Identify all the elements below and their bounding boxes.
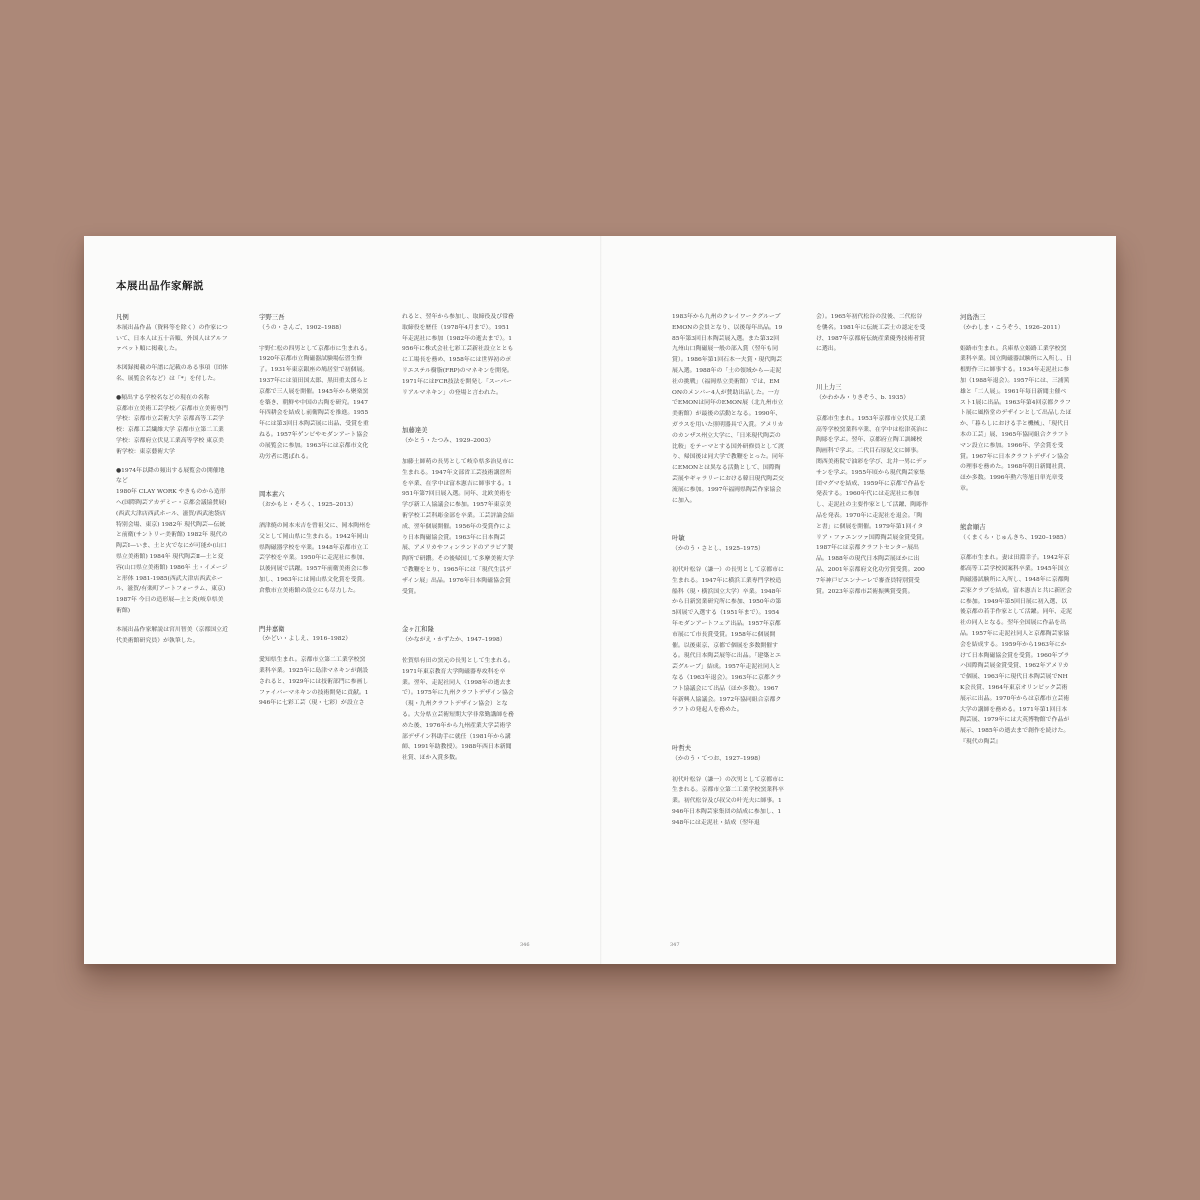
artist-reading: （かわしま・こうぞう、1926–2011） bbox=[960, 324, 1064, 331]
column-entry bbox=[672, 312, 784, 506]
artist-entry bbox=[672, 743, 784, 829]
body-paragraph: 京都市立美術工芸学校／京都市立美術専門学校：京都市立芸術大学 京都高等工芸学校：京都工芸繊維大学 京都市立第二工業学校：京都府立伏見工業高等学校 東京美術学校：東京藝術大学 bbox=[116, 405, 228, 455]
artist-reading: （かのう・さとし、1925–1975） bbox=[672, 546, 764, 553]
text-column-6 bbox=[960, 312, 1072, 952]
body-paragraph: 加藤土師萌の長男として岐阜県多治見市に生まれる。1947年文部省工芸技術講習所を卒業、在学中は富本憲吉に師事する。1951年第7回日展入選。同年、北欧美術を学び新工人協議会に参加。1957年東京美術学校工芸科彫金部を卒業。工芸評論会結成、翌年個展開催。1956年の受賞作により日本陶磁協会賞。1963年に日本陶芸展、アメリカやフィンランドのアラビア製陶所で研鑽。その後帰国して多摩美術大学で教鞭をとり、1965年には「現代生活デザイン展」出品。1976年日本陶磁協会賞受賞。 bbox=[402, 458, 514, 595]
artist-name: 叶哲夫 bbox=[672, 744, 692, 753]
bullet-heading: ●頻出する学校名などの現在の名称 bbox=[116, 394, 210, 401]
body-paragraph: 1980年 CLAY WORK やきものから造形へ(国際陶芸アカデミー・京都会議協賛展)(西武大津店西武ホール、滋賀/西武池袋店特別会場、東京) 1982年 現代陶芸—伝統と前衛(サントリー美術館) 1982年 現代の陶芸Ⅰ—いま、土と火でなにが可能か(山口県立美術館) 1984年 現代陶芸Ⅱ—土と変容(山口県立美術館) 1986年 土・イメージと形体 1981-1985(西武大津店西武ホール、滋賀/有楽町アートフォーラム、東京) 1987年 今日の造形展—土と炎(岐阜県美術館) bbox=[116, 489, 228, 614]
body-paragraph: れると、翌年から参加し、取締役及び常務取締役を歴任（1978年4月まで）。1951年走泥社に参加（1982年の逝去まで）。1956年に株式会社七彩工芸新社設立とともに工場長を務め、1958年には世界初のポリエステル樹脂(FRP)のマネキンを開発。1971年にはFCR技法を開発し「スーパーリアルマネキン」の登場と言われた。 bbox=[402, 314, 514, 396]
artist-entry bbox=[816, 382, 928, 597]
body-paragraph: 京都市生まれ。1953年京都市立伏見工業高等学校窯業科卒業、在学中は松津英治に陶彫を学ぶ。翌年、京都府立陶工訓練校陶画科で学ぶ。二代目石原紀文に師事。関西美術院で油彩を学び、北井一男にデッサンを学ぶ。1955年頃から現代陶芸家集団マグマを結成、1959年に京都で作品を発表する。1960年代には走泥社に参加し、走泥社の主要作家として活躍、陶彫作品を発表。1970年に走泥社を退会。「陶と書」に個展を開催。1979年第1回イタリア・ファエンツァ国際陶芸展金賞受賞。1987年には京都クラフトセンター展出品。1988年の現代日本陶芸展ほかに出品、2001年京都府文化功労賞受賞。2007年神戸ビエンナーレで審査員特別賞受賞。2023年京都市芸術振興賞受賞。 bbox=[816, 415, 928, 595]
body-paragraph: 本展出品作家解説は宮川智美（京都国立近代美術館研究員）が執筆した。 bbox=[116, 626, 228, 644]
page-number-left: 346 bbox=[520, 942, 530, 948]
text-column-4 bbox=[672, 312, 784, 952]
body-paragraph: 愛知県生まれ。京都市立第二工業学校窯業科卒業。1925年に島津マネキンが創設されると、1929年には技術部門に参画しファイバーマネキンの技術開発に貢献。1946年に七彩工芸（現・七彩）が設立さ bbox=[259, 657, 369, 707]
artist-name: 加藤達美 bbox=[402, 426, 428, 435]
artist-reading: （かわかみ・りきぞう、b. 1935） bbox=[816, 394, 910, 401]
page-number-right: 347 bbox=[670, 942, 680, 948]
body-paragraph: 京都市生まれ。妻は田淵幸子。1942年京都高等工芸学校図案科卒業。1945年国立陶磁器試験所に入所し、1948年に京都陶芸家クラブを結成。富本憲吉と共に新匠会に参加。1949年第5回日展に初入選、以後京都の若手作家として活躍。同年、走泥社の同人となる。翌年全国展に作品を出品。1957年に走泥社同人と京都陶芸家協会を結成する。1959年から1963年にかけて日本陶磁協会賞を受賞。1960年プラハ国際陶芸展金賞受賞、1962年アメリカで個展、1963年に現代日本陶芸展でNHK会長賞、1964年東京オリンピック芸術展示に出品。1970年からは京都市立芸術大学の講師を務める。1971年第1回日本陶芸展、1979年には大英博物館で作品が展示、1985年の逝去まで創作を続けた。『現代の陶芸』 bbox=[960, 555, 1072, 745]
body-paragraph: 宇野仁松の四男として京都市に生まれる。1920年京都市立陶磁器試験場伝習生修了。1931年東京銀座の鳩居堂で初個展。1937年には須田国太郎、黒田重太郎らと京都で三人展を開催。1945年から聚楽窯を築き、朝鮮や中国の古陶を研究。1947年四耕会を結成し前衛陶芸を推進。1955年には第3回日本陶芸展に出品、受賞を重ねる。1957年ゲンビやモダンアート協会の展覧会に参加。1963年には京都市文化功労者に選ばれる。 bbox=[259, 345, 371, 460]
artist-entry bbox=[259, 624, 371, 710]
artist-entry bbox=[402, 624, 514, 764]
artist-name: 川上力三 bbox=[816, 383, 842, 392]
artist-name: 宇野三吾 bbox=[259, 313, 285, 321]
body-paragraph: 本図録掲載の年譜に記載のある事項（団体名、展覧会名など）は「*」を付した。 bbox=[116, 365, 228, 382]
book-spread bbox=[84, 236, 1116, 964]
body-paragraph: 初代叶松谷（謙一）の長男として京都市に生まれる。1947年に横浜工業専門学校造船科（現・横浜国立大学）卒業。1948年から日新窯業研究所に参加、1950年の第5回展で入選する（1951年まで）。1954年モダンアートフェア出品。1957年京都市展にて市長賞受賞。1958年に個展開催。以後東京、京都で個展を多数開催する。現代日本陶芸展等に出品。「建築とエ芸グループ」結成。1957年走泥社同人となる（1963年退会）。1963年に京都クラフト協議会にて出品（ほか多数）。1967年新興人協議会。1972年協同組合京都クラフトの発起人を務めた。 bbox=[672, 566, 784, 714]
artist-entry bbox=[672, 533, 784, 716]
book-gutter bbox=[600, 236, 602, 964]
column-entry bbox=[960, 312, 1072, 495]
text-column-5 bbox=[816, 312, 928, 952]
text-column-1 bbox=[116, 312, 228, 952]
column-entry bbox=[259, 312, 371, 462]
text-column-2 bbox=[259, 312, 371, 952]
body-paragraph: 会）。1965年初代松谷の没後、二代松谷を襲名。1981年に伝統工芸士の認定を受け、1987年京都府伝統産業優秀技術者賞に選出。 bbox=[816, 314, 926, 353]
bullet-heading: ●1974年以降の頻出する展覧会の開催地など bbox=[116, 467, 225, 485]
body-paragraph: 本展出品作品（資料等を除く）の作家について、日本人は五十音順、外国人はアルファベット順に掲載した。 bbox=[116, 324, 228, 353]
artist-reading: （くまくら・じゅんきち、1920–1985） bbox=[960, 534, 1070, 541]
page-heading: 本展出品作家解説 bbox=[116, 280, 204, 292]
text-column-3 bbox=[402, 312, 514, 952]
artist-entry bbox=[259, 489, 371, 596]
artist-name: 岡本素六 bbox=[259, 490, 285, 499]
body-paragraph: 初代叶松谷（謙一）の次男として京都市に生まれる。京都市立第二工業学校窯業科卒業。初代松谷及び叔父の叶光夫に師事。1946年日本陶芸家集団の結成に参加し、1948年には走泥社・結成（翌年退 bbox=[672, 776, 784, 826]
column-entry bbox=[816, 312, 928, 355]
body-paragraph: 酒津焼の岡本末吉を曾祖父に、岡本陶州を父として岡山県に生まれる。1942年岡山県陶磁器学校を卒業。1948年京都市立工芸学校を卒業。1950年に走泥社に参加、以後同展で活躍。1957年前衛美術会に参加し、1963年には岡山県文化賞を受賞。倉敷市立美術館の設立にも尽力した。 bbox=[259, 522, 371, 594]
body-paragraph: 佐賀県有田の窯元の長男として生まれる。1971年東京教育大学陶磁器専攻科を卒業。翌年、走泥社同人（1998年の逝去まで）。1975年に九州クラフトデザイン協会（現・九州クラフトデザイン協会）となる。大分県立芸術短期大学非常勤講師を務めた後、1976年から九州産業大学芸術学部デザイン科助手に就任（1981年から講師、1991年助教授）。1988年西日本新聞社賞、ほか入賞多数。 bbox=[402, 657, 514, 762]
artist-reading: （かどい・よしえ、1916–1982） bbox=[259, 636, 352, 643]
artist-reading: （おかもと・そろく、1925–2013） bbox=[259, 502, 357, 509]
artist-name: 門井嘉衛 bbox=[259, 624, 285, 633]
artist-reading: （かとう・たつみ、1929–2003） bbox=[402, 438, 495, 445]
artist-name: 金ヶ江和隆 bbox=[402, 625, 434, 634]
body-paragraph: 1983年から九州のクレイワークグループEMONの会員となり、以後毎年出品。1985年第3回日本陶芸展入選。また第32回九州山口陶磁展一般の部入賞（翌年も同賞）。1986年第1回石本一夫賞・現代陶芸展入選。1988年の「土の領域から—走泥社の挑戦」（福岡県立美術館）では、EMONのメンバー4人が賛助出品した。一方でEMONは同年のEMON展（北九州市立美術館）が最後の活動となる。1990年、ガラスを用いた照明器具で入賞。アメリカのカンザス州立大学に、「日米現代陶芸の比較」をテーマとする国外研修員として渡り、帰国後は同大学で教鞭をとった。同年にEMONとは異なる活動として、国際陶芸展やギャラリーにおける韓日現代陶芸交流展に参加。1997年福岡県陶芸作家協会に加入。 bbox=[672, 314, 784, 504]
artist-reading: （かながえ・かずたか、1947–1998） bbox=[402, 637, 506, 644]
artist-name: 河島浩三 bbox=[960, 313, 986, 321]
artist-reading: （かのう・てつお、1927–1998） bbox=[672, 755, 764, 762]
artist-name: 熊倉順吉 bbox=[960, 522, 986, 531]
artist-entry bbox=[402, 425, 514, 597]
artist-name: 叶敏 bbox=[672, 534, 685, 543]
artist-reading: （うの・さんご、1902–1988） bbox=[259, 324, 345, 331]
section-heading: 凡例 bbox=[116, 313, 129, 321]
body-paragraph: 姫路市生まれ。兵庫県立姫路工業学校窯業科卒業。国立陶磁器試験所に入所し、日根野作三に師事する。1934年走泥社に参加（1988年退会）。1957年には、三浦篤雄と「二人展」。1961年毎日新聞主催ベスト1展に出品。1963年第4回京都クラフト展に風格堂のデザインとして出品したほか、「暮らしにおける手と機械」、「現代日本の工芸」展、1965年協同組合クラフトマン設立に参加。1966年、学会賞を受賞。1967年に日本クラフトデザイン協会の理事を務めた。1968年朝日新聞社賞、ほか多数。1996年勲六等旭日単光章受章。 bbox=[960, 345, 1072, 492]
column-entry bbox=[116, 312, 228, 646]
column-entry bbox=[402, 312, 514, 398]
artist-entry bbox=[960, 522, 1072, 748]
